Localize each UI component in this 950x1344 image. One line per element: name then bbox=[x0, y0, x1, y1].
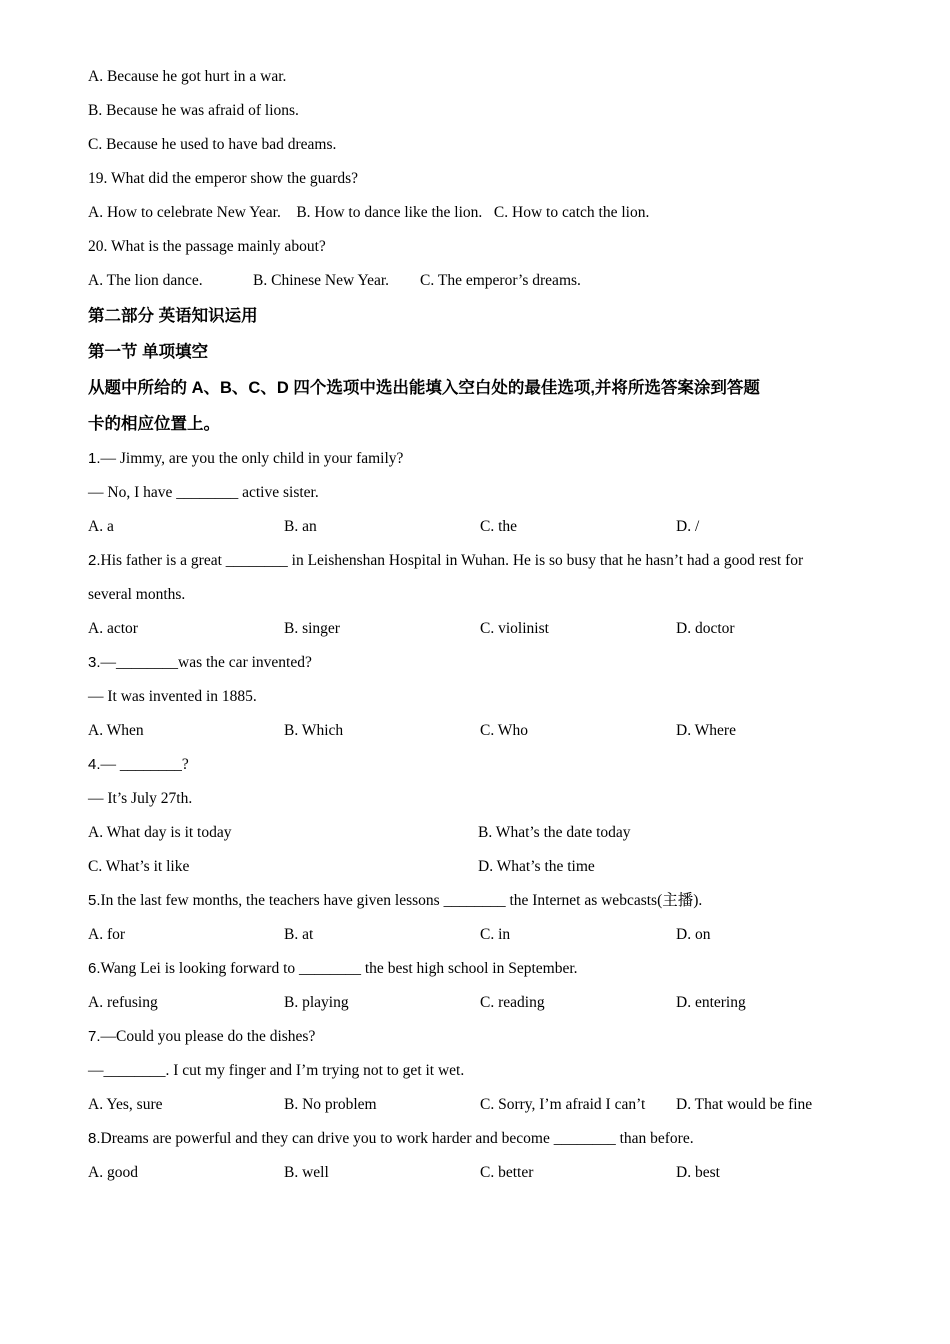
question-2-stem bbox=[88, 544, 862, 578]
question-7-option-a[interactable]: A. Yes, sure bbox=[88, 1096, 163, 1113]
question-1-option-a[interactable]: A. a bbox=[88, 518, 114, 535]
question-3-number: 3. bbox=[88, 654, 101, 671]
question-8-option-b[interactable]: B. well bbox=[284, 1164, 329, 1181]
question-4-option-a[interactable]: A. What day is it today bbox=[88, 824, 232, 841]
question-4-options-row-2 bbox=[88, 850, 862, 884]
question-3-options bbox=[88, 714, 862, 748]
listening-option-b: B. Because he was afraid of lions. bbox=[88, 102, 299, 119]
question-1-stem bbox=[88, 442, 862, 476]
question-3-stem-second: — It was invented in 1885. bbox=[88, 688, 257, 705]
question-6-stem bbox=[88, 952, 862, 986]
question-1-option-c[interactable]: C. the bbox=[480, 518, 518, 535]
question-4-number: 4. bbox=[88, 756, 101, 773]
question-3-stem-text: —________was the car invented? bbox=[100, 654, 312, 671]
question-3-option-c[interactable]: C. Who bbox=[480, 722, 528, 739]
question-8-number: 8. bbox=[88, 1130, 101, 1147]
question-8-option-a[interactable]: A. good bbox=[88, 1164, 138, 1181]
question-7-option-d[interactable]: D. That would be fine bbox=[676, 1096, 813, 1113]
question-7-stem-second: —________. I cut my finger and I’m trying not to get it wet. bbox=[88, 1062, 465, 1079]
question-7-stem bbox=[88, 1020, 862, 1054]
question-6-option-a[interactable]: A. refusing bbox=[88, 994, 158, 1011]
question-5-options bbox=[88, 918, 862, 952]
question-1-option-b[interactable]: B. an bbox=[284, 518, 317, 535]
question-1-stem-second: — No, I have ________ active sister. bbox=[88, 484, 319, 501]
question-1-number: 1. bbox=[88, 450, 101, 467]
question-6-number: 6. bbox=[88, 960, 101, 977]
listening-question-19-options: A. How to celebrate New Year. B. How to dance like the lion. C. How to catch the lion. bbox=[88, 204, 650, 221]
listening-question-19: 19. What did the emperor show the guards? bbox=[88, 170, 359, 187]
question-7-number: 7. bbox=[88, 1028, 101, 1045]
question-8-option-c[interactable]: C. better bbox=[480, 1164, 534, 1181]
instruction-line-1: 从题中所给的 A、B、C、D 四个选项中选出能填入空白处的最佳选项,并将所选答案涂到答题 bbox=[88, 379, 760, 397]
question-3-option-b[interactable]: B. Which bbox=[284, 722, 344, 739]
question-3-option-a[interactable]: A. When bbox=[88, 722, 144, 739]
section-one-title: 第一节 单项填空 bbox=[88, 343, 209, 361]
listening-question-20-options: A. The lion dance. B. Chinese New Year. C. The emperor’s dreams. bbox=[88, 272, 581, 289]
question-3-stem bbox=[88, 646, 862, 680]
question-6-option-b[interactable]: B. playing bbox=[284, 994, 349, 1011]
question-3-option-d[interactable]: D. Where bbox=[676, 722, 736, 739]
listening-option-c: C. Because he used to have bad dreams. bbox=[88, 136, 337, 153]
question-5-stem bbox=[88, 884, 862, 918]
question-2-stem-second: several months. bbox=[88, 586, 186, 603]
question-4-stem-text: — ________? bbox=[100, 756, 189, 773]
question-8-options bbox=[88, 1156, 862, 1190]
question-4-option-b[interactable]: B. What’s the date today bbox=[478, 824, 631, 841]
question-1-options bbox=[88, 510, 862, 544]
question-5-option-c[interactable]: C. in bbox=[480, 926, 511, 943]
question-4-option-c[interactable]: C. What’s it like bbox=[88, 858, 190, 875]
listening-question-20: 20. What is the passage mainly about? bbox=[88, 238, 326, 255]
question-7-option-c[interactable]: C. Sorry, I’m afraid I can’t bbox=[480, 1096, 646, 1113]
part-two-title: 第二部分 英语知识运用 bbox=[88, 307, 258, 325]
question-7-options bbox=[88, 1088, 862, 1122]
question-8-stem bbox=[88, 1122, 862, 1156]
question-2-option-a[interactable]: A. actor bbox=[88, 620, 138, 637]
question-8-option-d[interactable]: D. best bbox=[676, 1164, 720, 1181]
question-5-option-b[interactable]: B. at bbox=[284, 926, 314, 943]
question-5-option-d[interactable]: D. on bbox=[676, 926, 711, 943]
question-1-stem-text: — Jimmy, are you the only child in your family? bbox=[100, 450, 404, 467]
question-4-options-row-1 bbox=[88, 816, 862, 850]
question-2-option-c[interactable]: C. violinist bbox=[480, 620, 549, 637]
question-2-option-b[interactable]: B. singer bbox=[284, 620, 340, 637]
question-4-stem-second: — It’s July 27th. bbox=[88, 790, 193, 807]
listening-option-a: A. Because he got hurt in a war. bbox=[88, 68, 287, 85]
question-6-options bbox=[88, 986, 862, 1020]
question-7-option-b[interactable]: B. No problem bbox=[284, 1096, 377, 1113]
instruction-line-2: 卡的相应位置上。 bbox=[88, 415, 220, 433]
question-5-number: 5. bbox=[88, 892, 101, 909]
question-6-option-d[interactable]: D. entering bbox=[676, 994, 746, 1011]
question-6-stem-text: Wang Lei is looking forward to ________ the best high school in September. bbox=[100, 960, 578, 977]
question-5-option-a[interactable]: A. for bbox=[88, 926, 126, 943]
question-4-option-d[interactable]: D. What’s the time bbox=[478, 858, 595, 875]
question-7-stem-text: —Could you please do the dishes? bbox=[100, 1028, 316, 1045]
question-8-stem-text: Dreams are powerful and they can drive you to work harder and become ________ than before. bbox=[100, 1130, 694, 1147]
question-2-options bbox=[88, 612, 862, 646]
question-6-option-c[interactable]: C. reading bbox=[480, 994, 545, 1011]
question-5-stem-text: In the last few months, the teachers have given lessons ________ the Internet as webcasts(主播). bbox=[100, 892, 703, 909]
question-2-number: 2. bbox=[88, 552, 101, 569]
question-4-stem bbox=[88, 748, 862, 782]
question-1-option-d[interactable]: D. / bbox=[676, 518, 700, 535]
question-2-stem-text: His father is a great ________ in Leishenshan Hospital in Wuhan. He is so busy that he hasn’t had a good rest for bbox=[100, 552, 804, 569]
question-2-option-d[interactable]: D. doctor bbox=[676, 620, 735, 637]
